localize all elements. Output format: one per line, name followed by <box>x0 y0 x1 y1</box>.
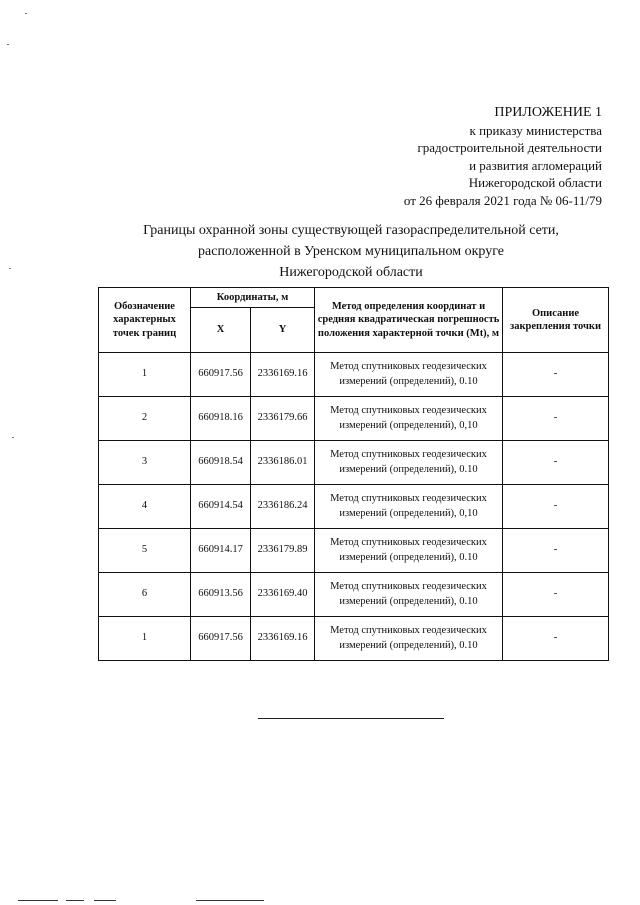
cell-point: 2 <box>99 397 191 441</box>
cell-y: 2336186.24 <box>251 485 315 529</box>
cell-y: 2336169.16 <box>251 353 315 397</box>
cell-description: - <box>503 573 609 617</box>
appendix-line: от 26 февраля 2021 года № 06-11/79 <box>403 192 602 208</box>
header-coordinates: Координаты, м <box>191 288 315 308</box>
table-row <box>99 617 609 661</box>
cell-x: 660917.56 <box>191 617 251 661</box>
appendix-line: и развития агломераций <box>469 157 602 173</box>
cell-description: - <box>503 397 609 441</box>
cell-method: Метод спутниковых геодезических измерений (определений), 0.10 <box>315 573 503 617</box>
cell-point: 1 <box>99 353 191 397</box>
scan-artifact <box>18 900 58 901</box>
cell-point: 1 <box>99 617 191 661</box>
cell-method: Метод спутниковых геодезических измерений (определений), 0.10 <box>315 529 503 573</box>
cell-y: 2336179.89 <box>251 529 315 573</box>
scan-artifact <box>94 900 116 901</box>
cell-description: - <box>503 529 609 573</box>
cell-description: - <box>503 617 609 661</box>
cell-point: 5 <box>99 529 191 573</box>
table-row <box>99 397 609 441</box>
cell-method: Метод спутниковых геодезических измерений (определений), 0,10 <box>315 397 503 441</box>
cell-method: Метод спутниковых геодезических измерений (определений), 0.10 <box>315 441 503 485</box>
cell-description: - <box>503 353 609 397</box>
scan-artifact <box>196 900 264 901</box>
cell-y: 2336169.40 <box>251 573 315 617</box>
cell-y: 2336179.66 <box>251 397 315 441</box>
cell-y: 2336186.01 <box>251 441 315 485</box>
appendix-block <box>404 104 602 209</box>
appendix-heading: ПРИЛОЖЕНИЕ 1 <box>494 105 602 120</box>
cell-description: - <box>503 441 609 485</box>
cell-x: 660913.56 <box>191 573 251 617</box>
cell-method: Метод спутниковых геодезических измерений (определений), 0,10 <box>315 485 503 529</box>
table-row <box>99 529 609 573</box>
scan-artifact <box>25 13 27 14</box>
scan-artifact <box>7 44 9 45</box>
table-row <box>99 573 609 617</box>
document-title <box>96 220 606 283</box>
header-designation: Обозначение характерных точек границ <box>99 288 191 353</box>
cell-x: 660917.56 <box>191 353 251 397</box>
cell-description: - <box>503 485 609 529</box>
cell-method: Метод спутниковых геодезических измерений (определений), 0.10 <box>315 353 503 397</box>
title-line: Нижегородской области <box>279 265 423 280</box>
table-row <box>99 353 609 397</box>
table-row <box>99 441 609 485</box>
coordinates-table <box>98 287 609 661</box>
header-method: Метод определения координат и средняя квадратическая погрешность положения характерной точки (Mt), м <box>315 288 503 353</box>
cell-point: 4 <box>99 485 191 529</box>
table-row <box>99 485 609 529</box>
closing-line <box>258 718 444 719</box>
cell-x: 660914.54 <box>191 485 251 529</box>
cell-x: 660918.16 <box>191 397 251 441</box>
scan-artifact <box>66 900 84 901</box>
cell-point: 3 <box>99 441 191 485</box>
scan-artifact <box>9 268 11 269</box>
appendix-line: к приказу министерства <box>469 122 602 138</box>
cell-point: 6 <box>99 573 191 617</box>
header-x: X <box>191 308 251 353</box>
cell-x: 660918.54 <box>191 441 251 485</box>
title-line: расположенной в Уренском муниципальном округе <box>198 244 504 259</box>
scan-artifact <box>12 437 14 438</box>
header-description: Описание закрепления точки <box>503 288 609 353</box>
appendix-line: градостроительной деятельности <box>417 140 602 155</box>
cell-method: Метод спутниковых геодезических измерений (определений), 0.10 <box>315 617 503 661</box>
title-line: Границы охранной зоны существующей газораспределительной сети, <box>143 223 559 238</box>
cell-x: 660914.17 <box>191 529 251 573</box>
cell-y: 2336169.16 <box>251 617 315 661</box>
appendix-line: Нижегородской области <box>468 175 602 190</box>
header-y: Y <box>251 308 315 353</box>
